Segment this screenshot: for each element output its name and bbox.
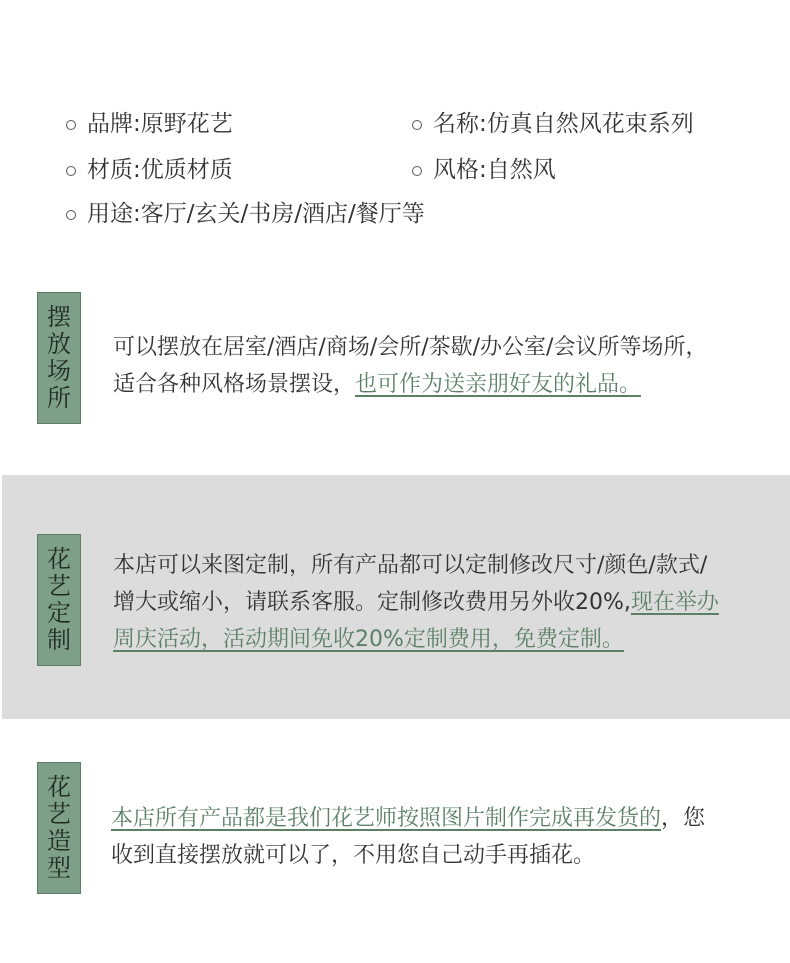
- spec-name-text: 名称:仿真自然风花束系列: [433, 111, 694, 137]
- placement-tag-char: 所: [47, 384, 71, 412]
- customize-promo-link[interactable]: 现在举办: [630, 590, 719, 615]
- bullet-icon: [66, 120, 76, 130]
- placement-tag: [37, 292, 81, 424]
- spec-usage: [66, 198, 425, 230]
- placement-line-2: [113, 366, 707, 403]
- arrangement-line-1: [111, 800, 705, 837]
- bullet-icon: [66, 210, 76, 220]
- arrangement-line-1-plain: ，您: [661, 806, 706, 831]
- customize-tag-char: 花: [47, 545, 71, 573]
- spec-style: [412, 154, 556, 186]
- customize-tag-char: 制: [47, 626, 71, 654]
- arrangement-tag-char: 艺: [47, 800, 71, 828]
- spec-usage-text: 用途:客厅/玄关/书房/酒店/餐厅等: [87, 201, 425, 227]
- spec-brand-text: 品牌:原野花艺: [87, 111, 233, 137]
- arrangement-tag-char: 造: [47, 827, 71, 855]
- customize-tag-char: 艺: [47, 572, 71, 600]
- arrangement-note-link[interactable]: 本店所有产品都是我们花艺师按照图片制作完成再发货的: [111, 806, 662, 831]
- arrangement-tag-char: 型: [47, 854, 71, 882]
- arrangement-text: [111, 800, 705, 874]
- bullet-icon: [412, 166, 422, 176]
- spec-brand: [66, 108, 233, 140]
- bullet-icon: [412, 120, 422, 130]
- arrangement-tag: [37, 762, 81, 894]
- customize-line-1: 本店可以来图定制，所有产品都可以定制修改尺寸/颜色/款式/: [113, 553, 708, 578]
- placement-tag-char: 摆: [47, 303, 71, 331]
- spec-material: [66, 154, 233, 186]
- customize-line-2: [113, 584, 719, 621]
- customize-line-3: [113, 621, 719, 658]
- placement-gift-link[interactable]: 也可作为送亲朋好友的礼品。: [355, 372, 642, 397]
- placement-line-1: 可以摆放在居室/酒店/商场/会所/茶歇/办公室/会议所等场所，: [113, 335, 708, 360]
- spec-material-text: 材质:优质材质: [87, 157, 233, 183]
- arrangement-tag-char: 花: [47, 773, 71, 801]
- customize-promo-link-cont[interactable]: 周庆活动，活动期间免收20%定制费用，免费定制。: [113, 627, 624, 652]
- arrangement-line-2: 收到直接摆放就可以了，不用您自己动手再插花。: [111, 843, 596, 868]
- placement-line-2-plain: 适合各种风格场景摆设，: [113, 372, 356, 397]
- bullet-icon: [66, 166, 76, 176]
- customize-tag-char: 定: [47, 599, 71, 627]
- placement-tag-char: 放: [47, 330, 71, 358]
- placement-tag-char: 场: [47, 357, 71, 385]
- customize-text: [113, 547, 719, 658]
- spec-name: [412, 108, 694, 140]
- customize-tag: [37, 534, 81, 666]
- customize-line-2-plain: 增大或缩小，请联系客服。定制修改费用另外收20%,: [113, 590, 631, 615]
- spec-style-text: 风格:自然风: [433, 157, 556, 183]
- placement-text: [113, 329, 707, 403]
